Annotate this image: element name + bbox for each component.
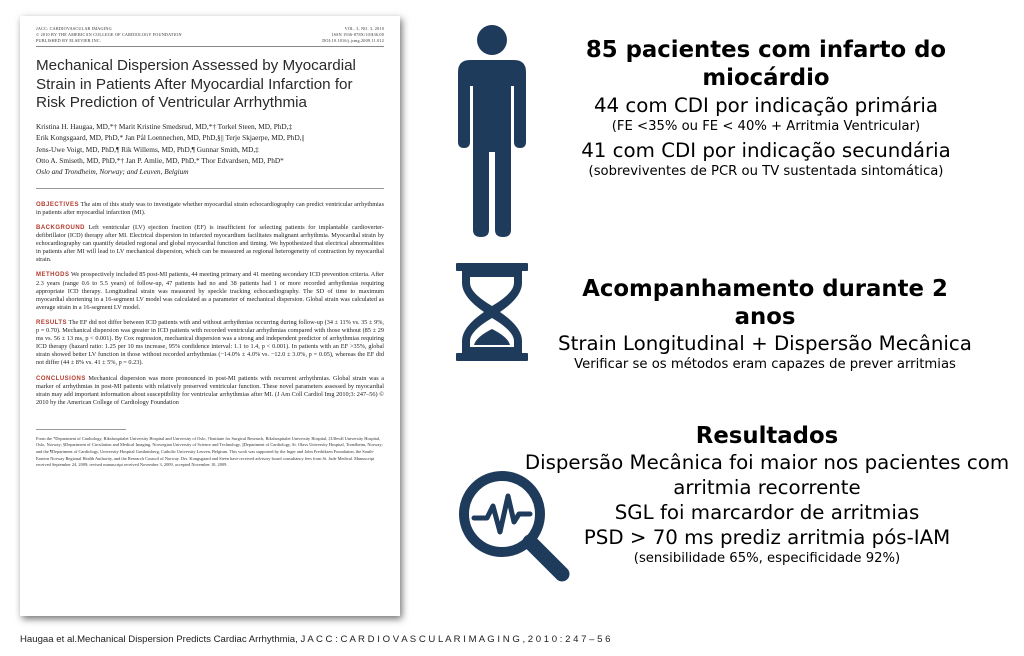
results-note: (sensibilidade 65%, especificidade 92%) [633, 551, 901, 566]
author-line: Erik Kongsgaard, MD, PhD,* Jan Pål Loennechen, MD, PhD,§|| Terje Skjaerpe, MD, PhD,|| [36, 133, 305, 143]
paper-header-divider [36, 46, 384, 47]
paper-footnote: From the *Department of Cardiology, Rikshospitalet University Hospital and University of Oslo, †Institute for Surgical Research, Rikshospitalet University Hospital, ‡Ullevål University Hospital, Oslo, Norway; §Department of Circulation and Medical Imaging, Norwegian University of Science and Technology, ||Department of Cardiology, St. Olavs University Hospital, Trondheim, Norway; and the ¶Department of Cardiology, University Hospital Gasthuisberg, Catholic University Leuven, Belgium. This work was supported by the Inger and John Fredriksen Foundation, the South-Eastern Norway Regional Health Authority, and the Research Council of Norway. Drs. Kongsgaard and Steen have received advisory board consultancy fees from St. Jude Medical. Manuscript received September 24, 2009; revised manuscript received November 3, 2009, accepted November 10, 2009. [36, 435, 383, 468]
patients-heading: 85 pacientes com infarto do miocárdio [585, 37, 947, 91]
abstract-results [36, 319, 384, 368]
followup-methods-line: Strain Longitudinal + Dispersão Mecânica [558, 332, 972, 355]
secondary-indication-line: 41 com CDI por indicação secundária [581, 139, 951, 162]
results-line: arritmia recorrente [673, 476, 861, 499]
hourglass-icon [454, 263, 530, 361]
section-text: We prospectively included 85 post-MI patients, 44 meeting primary and 41 meeting secondary ICD prevention criteria. After 2.3 years (range 0.6 to 5.5 years) of follow-up, 47 patients had no and 38 patients had 1 or more recorded arrhythmias requiring appropriate ICD therapy. Longitudinal strain was measured by speckle tracking echocardiography. The SD of time to maximum myocardial shortening in a 16-segment LV model was calculated as a parameter of mechanical dispersion. Global strain was calculated as average strain in a 16-segment LV model. [36, 271, 384, 311]
results-line: SGL foi marcardor de arritmias [614, 501, 920, 524]
author-line: Kristina H. Haugaa, MD,*† Marit Kristine Smedsrud, MD,*† Torkel Steen, MD, PhD,‡ [36, 121, 293, 131]
results-line: PSD > 70 ms prediz arritmia pós-IAM [583, 526, 951, 549]
abstract-conclusions [36, 375, 384, 407]
section-text: The EF did not differ between ICD patients with and without arrhythmias occurring during follow-up (34 ± 11% vs. 35 ± 9%, p = 0.70). Mechanical dispersion was greater in ICD patients with recorded ventricular arrhythmias compared with those without (85 ± 29 ms vs. 56 ± 13 ms, p < 0.001). By Cox regression, mechanical dispersion was a strong and independent predictor of arrhythmias requiring ICD therapy (hazard ratio: 1.25 per 10 ms increase, 95% confidence interval: 1.1 to 1.4, p < 0.001). In patients with an EF >35%, global strain showed better LV function in those without recorded arrhythmias (−14.0% ± 4.0% vs. −12.0 ± 3.0%, p = 0.05), whereas the EF did not differ (44 ± 8% vs. 41 ± 5%, p = 0.23). [36, 318, 384, 367]
primary-indication-note: (FE <35% ou FE < 40% + Arritmia Ventricular) [611, 119, 921, 134]
abstract-background [36, 224, 384, 264]
citation: Haugaa et al.Mechanical Dispersion Predicts Cardiac Arrhythmia, J A C C : C A R D I O V A S C U L A R I M A G I N G , 2 0 1 0 : 2 4 7 – 5 6 [20, 634, 611, 645]
section-text: The aim of this study was to investigate whether myocardial strain echocardiography can predict ventricular arrhythmias in patients after myocardial infarction (MI). [36, 200, 384, 216]
paper-abstract-divider [36, 188, 384, 189]
abstract-methods [36, 271, 384, 311]
section-label: OBJECTIVES [36, 201, 80, 208]
paper-location: Oslo and Trondheim, Norway; and Leuven, Belgium [36, 167, 189, 177]
paper-header [36, 26, 384, 44]
paper-header-right: VOL. 3, NO. 3, 2010 ISSN 1936-878X/10/$36.00 DOI:10.1016/j.jcmg.2009.11.012 [322, 26, 384, 43]
author-line: Jens-Uwe Voigt, MD, PhD,¶ Rik Willems, MD, PhD,¶ Gunnar Smith, MD,‡ [36, 144, 259, 154]
author-line: Otto A. Smiseth, MD, PhD,*† Jan P. Amlie, MD, PhD,* Thor Edvardsen, MD, PhD* [36, 156, 284, 165]
section-label: CONCLUSIONS [36, 375, 86, 382]
followup-block [550, 275, 980, 374]
primary-indication-line: 44 com CDI por indicação primária [593, 94, 939, 117]
followup-heading: Acompanhamento durante 2 anos [582, 276, 948, 330]
results-block [520, 422, 1014, 568]
section-text: Left ventricular (LV) ejection fraction (EF) is insufficient for selecting patients for implantable cardioverter-defibrillator (ICD) therapy after MI. Electrical dispersion in infarcted myocardium facilitates malignant arrhythmia. Myocardial strain by echocardiography can quantify detailed regional and global myocardial function and timing. We hypothesized that electrical abnormalities in patients after MI will lead to LV mechanical dispersion, which can be measured as regional heterogeneity of contraction by myocardial strain. [36, 224, 385, 264]
abstract-objectives [36, 201, 384, 217]
secondary-indication-note: (sobreviventes de PCR ou TV sustentada sintomática) [588, 164, 944, 179]
paper-title: Mechanical Dispersion Assessed by Myocardial Strain in Patients After Myocardial Infarction for Risk Prediction of Ventricular Arrhythmia [36, 57, 356, 112]
paper-thumbnail [20, 16, 400, 616]
followup-note: Verificar se os métodos eram capazes de prever arritmias [574, 357, 956, 372]
section-label: RESULTS [36, 319, 68, 326]
person-icon [454, 24, 530, 238]
paper-authors [36, 121, 384, 178]
section-text: Mechanical dispersion was more pronounced in post-MI patients with recurrent arrhythmias. Global strain was a marker of arrhythmias in post-MI patients with relatively preserved ventricular function. These novel parameters assessed by myocardial strain may add important information about susceptibility for ventricular arrhythmias after MI. (J Am Coll Cardiol Img 2010;3: 247–56) © 2010 by the American College of Cardiology Foundation [36, 374, 384, 406]
footnote-divider [36, 429, 126, 430]
paper-header-left: JACC: CARDIOVASCULAR IMAGING © 2010 BY THE AMERICAN COLLEGE OF CARDIOLOGY FOUNDATION PUBLISHED BY ELSEVIER INC. [36, 26, 182, 43]
results-line: Dispersão Mecânica foi maior nos pacientes com [524, 451, 1010, 474]
patients-block [528, 36, 1004, 183]
section-label: METHODS [36, 272, 70, 279]
section-label: BACKGROUND [36, 225, 85, 231]
results-heading: Resultados [695, 423, 839, 449]
